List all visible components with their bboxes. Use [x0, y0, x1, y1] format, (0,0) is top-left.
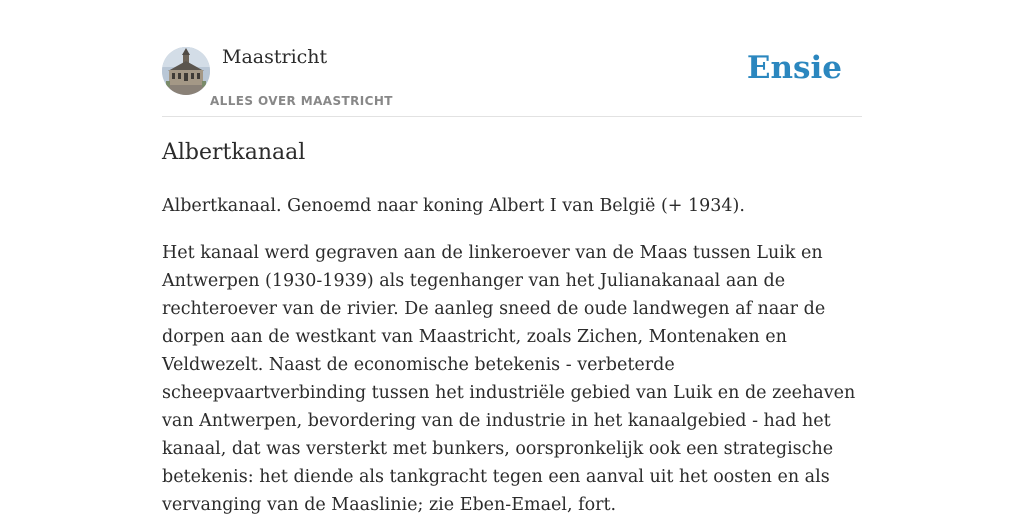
- site-subtitle: ALLES OVER MAASTRICHT: [210, 94, 393, 108]
- article-paragraph: Albertkanaal. Genoemd naar koning Albert I van België (+ 1934).: [162, 196, 745, 216]
- article-title: Albertkanaal: [162, 140, 306, 165]
- site-avatar[interactable]: [162, 47, 210, 95]
- town-hall-image: [162, 47, 210, 95]
- site-header: [162, 0, 862, 117]
- site-title[interactable]: Maastricht: [222, 46, 328, 68]
- ensie-logo-link[interactable]: Ensie: [746, 50, 842, 86]
- article-paragraph: Het kanaal werd gegraven aan de linkeroever van de Maas tussen Luik en Antwerpen (1930-1939) als tegenhanger van het Julianakanaal aan de rechteroever van de rivier. De aanleg sneed de oude landwegen af naar de dorpen aan de westkant van Maastricht, zoals Zichen, Montenaken en Veldwezelt. Naast de economische betekenis - verbeterde scheepvaartverbinding tussen het industriële gebied van Luik en de zeehaven van Antwerpen, bevordering van de industrie in het kanaalgebied - had het kanaal, dat was versterkt met bunkers, oorspronkelijk ook een strategische betekenis: het diende als tankgracht tegen een aanval uit het oosten en als vervanging van de Maaslinie; zie Eben-Emael, fort.: [162, 243, 856, 515]
- page: [162, 0, 862, 515]
